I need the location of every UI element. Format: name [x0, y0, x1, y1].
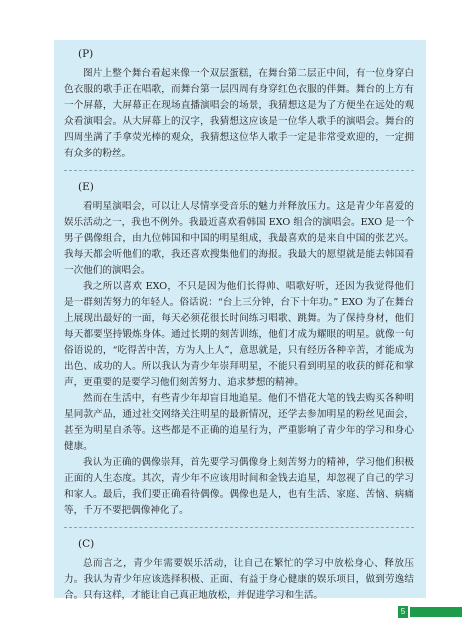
section-label: (C): [78, 538, 95, 550]
section-label: (E): [78, 181, 94, 193]
essay-content: [64, 46, 414, 612]
paragraph: 看明星演唱会，可以让人尽情享受音乐的魅力并释放压力。这是青少年喜爱的娱乐活动之一，我也不例外。我最近喜欢看韩国 EXO 组合的演唱会。EXO 是一个男子偶像组合，由九位韩国和中国的明星组成，我最喜欢的是来自中国的张艺兴。我每天都会听他们的歌，我还喜欢搜集他们的海报。我最大的愿望就是能去韩国看一次他们的演唱会。: [64, 201, 414, 276]
section-e: [64, 179, 414, 519]
text-panel: [54, 40, 426, 601]
page-number: 5: [398, 606, 408, 618]
section-divider: [64, 527, 414, 528]
section-label: (P): [78, 48, 94, 60]
section-p: [64, 46, 414, 162]
page-footer: [398, 606, 462, 618]
paragraph: 总而言之，青少年需要娱乐活动，让自己在繁忙的学习中放松身心、释放压力。我认为青少年应该选择积极、正面、有益于身心健康的娱乐项目，做到劳逸结合。只有这样，才能让自己真正地放松，并促进学习和生活。: [64, 558, 414, 601]
footer-accent-bar: [410, 607, 462, 617]
section-divider: [64, 170, 414, 171]
paragraph: 然而在生活中，有些青少年却盲目地追星。他们不惜花大笔的钱去购买各种明星同款产品，通过社交网络关注明星的最新情况，还学去参加明星的粉丝见面会，甚至为明星自杀等。这些都是不正确的追星行为，严重影响了青少年的学习和身心健康。: [64, 393, 414, 452]
section-c: [64, 536, 414, 604]
paragraph: 图片上整个舞台看起来像一个双层蛋糕，在舞台第二层正中间，有一位身穿白色衣服的歌手正在唱歌，而舞台第一层四周有身穿红色衣服的伴舞。舞台的上方有一个屏幕，大屏幕正在现场直播演唱会的场景，我猜想这是为了方便坐在远处的观众看演唱会。从大屏幕上的汉字，我猜想这应该是一位华人歌手的演唱会。舞台的四周坐满了手拿荧光棒的观众，我猜想这位华人歌手一定是非常受欢迎的，一定拥有众多的粉丝。: [64, 68, 414, 159]
paragraph: 我认为正确的偶像崇拜，首先要学习偶像身上刻苦努力的精神，学习他们积极正面的人生态度。其次，青少年不应该用时间和金钱去追星，却忽视了自己的学习和家人。最后，我们要正确看待偶像。偶像也是人，也有生活、家庭、苦恼、病痛等，千万不要把偶像神化了。: [64, 457, 414, 516]
paragraph: 我之所以喜欢 EXO，不只是因为他们长得帅、唱歌好听，还因为我觉得他们是一群刻苦努力的年轻人。俗话说：“台上三分钟，台下十年功。” EXO 为了在舞台上展现出最好的一面，每天必须花很长时间练习唱歌、跳舞。为了保持身材，他们每天都要坚持锻炼身体。通过长期的刻苦训练，他们才成为耀眼的明星。就像一句俗语说的，“吃得苦中苦，方为人上人”，意思就是，只有经历各种辛苦，才能成为出色、成功的人。所以我认为青少年崇拜明星，不能只看到明星的收获的鲜花和掌声，更重要的是要学习他们刻苦努力、追求梦想的精神。: [64, 281, 414, 388]
